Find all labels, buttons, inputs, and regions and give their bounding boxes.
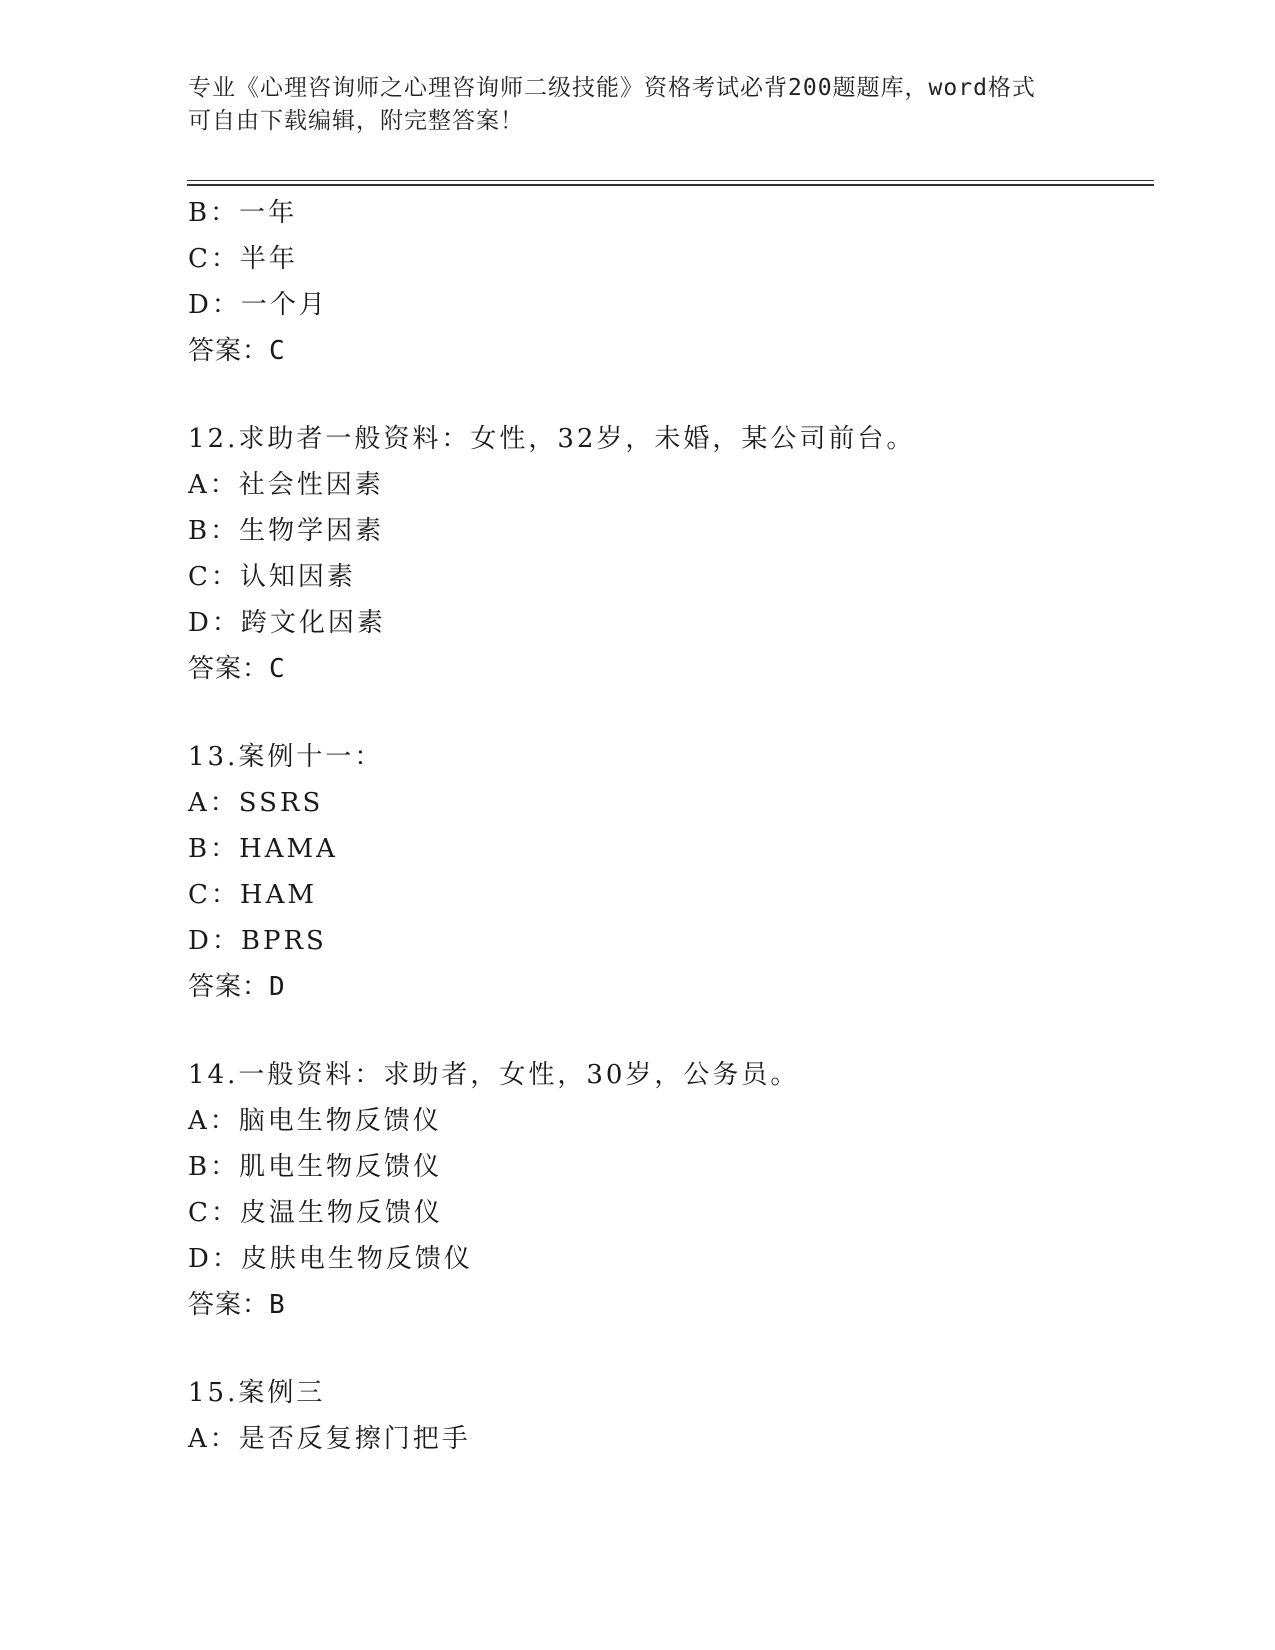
option-a: A：是否反复擦门把手 [188,1424,471,1454]
spacer [188,1010,1148,1052]
option-d: D：皮肤电生物反馈仪 [188,1244,473,1274]
question-stem: 12.求助者一般资料：女性，32岁，未婚，某公司前台。 [188,424,916,454]
spacer [188,374,1148,416]
option-c: C：认知因素 [188,562,356,592]
option-a: A：脑电生物反馈仪 [188,1106,442,1136]
partial-question-11 [188,190,1148,374]
question-stem: 13.案例十一： [188,742,384,772]
header-line-1: 专业《心理咨询师之心理咨询师二级技能》资格考试必背200题题库，word格式 [188,75,1036,101]
option-c: C：半年 [188,244,298,274]
answer-line: 答案：C [188,654,286,684]
question-stem: 15.案例三 [188,1378,326,1408]
option-b: B：生物学因素 [188,516,385,546]
spacer [188,692,1148,734]
answer-line: 答案：B [188,1290,286,1320]
question-13 [188,734,1148,1010]
header-divider-thin [187,180,1154,181]
answer-line: 答案：C [188,336,286,366]
option-d: D：一个月 [188,290,328,320]
question-stem: 14.一般资料：求助者，女性，30岁，公务员。 [188,1060,800,1090]
option-b: B：HAMA [188,834,338,864]
question-12 [188,416,1148,692]
option-b: B：肌电生物反馈仪 [188,1152,443,1182]
option-c: C：皮温生物反馈仪 [188,1198,443,1228]
header-line-2: 可自由下载编辑，附完整答案！ [188,108,524,134]
option-d: D：跨文化因素 [188,608,386,638]
document-header [188,72,1088,138]
answer-line: 答案：D [188,972,286,1002]
option-b: B：一年 [188,198,298,228]
question-15 [188,1370,1148,1462]
spacer [188,1328,1148,1370]
question-list [188,190,1148,1462]
option-c: C：HAM [188,880,317,910]
option-a: A：社会性因素 [188,470,384,500]
header-divider-thick [187,184,1154,186]
question-14 [188,1052,1148,1328]
option-d: D：BPRS [188,926,327,956]
option-a: A：SSRS [188,788,324,818]
